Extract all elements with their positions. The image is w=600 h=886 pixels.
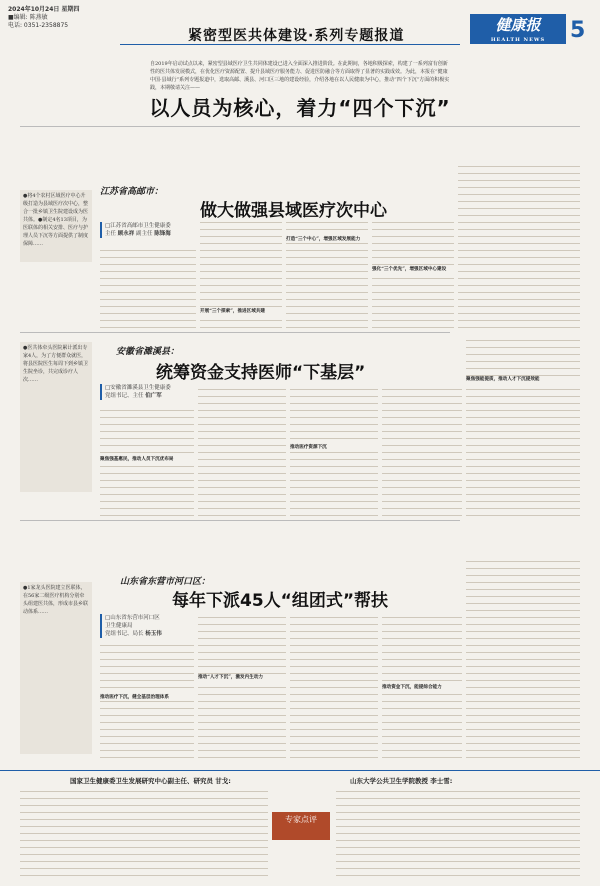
section1-subhead3: 强化“三个优先”，增强区域中心建设 [372, 266, 454, 273]
section2-sidebar: ●医共体牵头医院累计派出专家4人，为了方便群众就医，将县医院医生每周下到乡镇卫生院坐诊，共完成诊疗人次…… [20, 342, 92, 492]
section1-sidebar: ●将4个农村区域医疗中心升级打造为县域医疗次中心，整合一批乡镇卫生院建设成为医共体。●制定4名13项目，为医联体的相关安排、医疗与护理人员下沉等方面提供了制度保障…… [20, 190, 92, 262]
intro-paragraph: 自2019年启动试点以来，紧密型县域医疗卫生共同体建设已进入全面深入推进阶段。在此期间，各地积极探索，构建了一系列富有创新性的医共体发展模式，在优化医疗资源配置、提升县域医疗服务能力、促进医防融合等方面取得了显著的实践成效。为此，本报在“健康中国·县域行”系列专题报道中，选取高邮、溪县、河口区三地的建设经验，介绍各地在以人民健康为中心，推动“四个下沉”方面的积极实践，本期敬请关注—— [150, 61, 450, 91]
logo-text: 健康报 [495, 16, 541, 34]
section3-body-col5 [466, 560, 580, 758]
section3-body-col3 [290, 614, 378, 758]
page-number: 5 [570, 18, 586, 43]
divider [20, 332, 450, 333]
section1-title: 做大做强县域医疗次中心 [200, 201, 387, 221]
author-extra-role: 副主任 [136, 231, 153, 237]
section1-body-col4 [372, 222, 454, 328]
author-org: □安徽省濉溪县卫生健康委 [105, 385, 171, 391]
section3-subhead3: 推动资金下沉，能提综合能力 [382, 684, 462, 691]
date-line: 2024年10月24日 星期四 [8, 6, 80, 13]
logo-subtext: HEALTH NEWS [490, 37, 546, 43]
section2-subhead3: 聚焦强能提质，推动人才下沉提效能 [466, 376, 580, 383]
section2-body-col4 [382, 384, 462, 516]
section1-subhead1: 开展“三个探索”，推进区域共建 [200, 308, 282, 315]
section-title: 紧密型医共体建设·系列专题报道 [188, 28, 405, 44]
section2-kicker: 安徽省濉溪县： [116, 347, 180, 357]
section1-body-col2 [200, 222, 282, 328]
divider [20, 126, 580, 127]
footer-divider [0, 770, 600, 771]
section2-subhead1: 聚焦强基惠民，推动人员下沉优布局 [100, 456, 194, 463]
section3-subhead2: 推动“人才下沉”，激发内生动力 [198, 674, 286, 681]
author-role: 党组书记、主任 [105, 393, 144, 399]
section3-body-col2 [198, 614, 286, 758]
author-name: 顾永祥 [117, 231, 135, 237]
expert-comment-seal: 专家点评 [272, 812, 330, 840]
section3-kicker: 山东省东营市河口区： [120, 577, 211, 587]
editor-line: ■编辑: 陈燕敏 [8, 14, 48, 21]
section2-subhead2: 推动医疗资源下沉 [290, 444, 378, 451]
author-extra-name: 杨玉伟 [145, 631, 162, 637]
author-org: □江苏省高邮市卫生健康委 [105, 223, 171, 229]
masthead-info [8, 6, 80, 30]
author-extra-name: 陈锋海 [154, 231, 171, 237]
section2-title: 统筹资金支持医师“下基层” [156, 363, 366, 383]
footer-right-author: 山东大学公共卫生学院教授 李士雪: [350, 777, 453, 785]
section3-body-col1 [100, 644, 194, 758]
section3-subhead1: 推动医疗下沉，健全基层治理体系 [100, 694, 194, 701]
section2-author [100, 384, 205, 400]
section1-kicker: 江苏省高邮市： [100, 187, 164, 197]
section3-author [100, 614, 205, 638]
newspaper-logo [470, 14, 566, 44]
section1-body-col5 [458, 160, 580, 328]
author-name: 党组书记、局长 [105, 631, 144, 637]
author-name: 伯广军 [145, 393, 162, 399]
section1-author [100, 222, 201, 238]
phone-line: 电话: 0351-2358875 [8, 22, 69, 29]
section1-body-left [100, 244, 196, 328]
author-role: 卫生健康局 [105, 623, 133, 629]
section1-body-col3 [286, 222, 368, 328]
section2-body-col3 [290, 384, 378, 516]
footer-left-author: 国家卫生健康委卫生发展研究中心副主任、研究员 甘戈: [70, 777, 231, 785]
footer-left-body [20, 790, 268, 876]
section3-body-col4 [382, 614, 462, 758]
section2-body-col2 [198, 384, 286, 516]
section1-subhead2: 打造“三个中心”，增强区域发展能力 [286, 236, 368, 243]
page-headline: 以人员为核心，着力“四个下沉” [149, 96, 451, 120]
author-org: □山东省东营市河口区 [105, 615, 160, 621]
section2-body-col5 [466, 336, 580, 516]
section3-title: 每年下派45人“组团式”帮扶 [172, 591, 389, 611]
divider [20, 520, 460, 521]
footer-right-body [336, 790, 580, 876]
section3-sidebar: ●1家龙头医院建立医联体，在56家二级医疗机构分别牵头组建医共体，形成市县乡联动体系…… [20, 582, 92, 754]
author-role: 主任 [105, 231, 117, 237]
section2-body-col1 [100, 406, 194, 516]
